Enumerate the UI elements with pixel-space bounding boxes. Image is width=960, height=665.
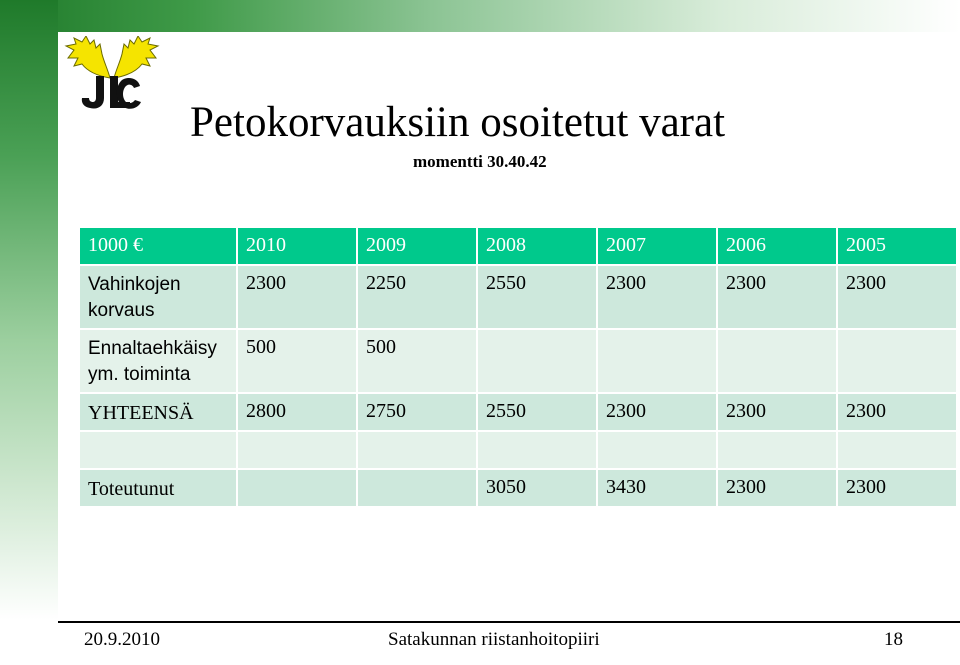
table-cell [598,432,716,468]
table-cell: 2300 [838,470,956,506]
footer-divider [58,621,960,623]
table-row [80,266,956,328]
table-cell [838,432,956,468]
table-cell: 3430 [598,470,716,506]
column-header: 2005 [838,228,956,264]
table-row [80,432,956,468]
column-header: 2007 [598,228,716,264]
table-cell: 2300 [598,266,716,328]
table-cell: 2300 [838,394,956,430]
table-cell: 500 [358,330,476,392]
table-cell [238,470,356,506]
column-header: 2006 [718,228,836,264]
table-cell [478,330,596,392]
table-cell [358,470,476,506]
table-cell: 2300 [718,266,836,328]
table-cell [838,330,956,392]
table-cell: 2750 [358,394,476,430]
row-label: YHTEENSÄ [80,394,236,430]
top-gradient-band [0,0,960,32]
column-header: 2008 [478,228,596,264]
table-cell: 2300 [838,266,956,328]
column-header-unit: 1000 € [80,228,236,264]
page-title: Petokorvauksiin osoitetut varat [190,99,726,146]
table-cell [478,432,596,468]
table-cell [238,432,356,468]
left-gradient-band [0,0,58,620]
table-cell: 500 [238,330,356,392]
table-cell: 2550 [478,266,596,328]
table-row [80,330,956,392]
table-cell [358,432,476,468]
budget-table [78,226,958,508]
table-row [80,470,956,506]
table-cell: 2300 [238,266,356,328]
table-cell [718,432,836,468]
page-subtitle: momentti 30.40.42 [413,152,547,171]
table-cell: 2300 [718,470,836,506]
row-label: Ennaltaehkäisy ym. toiminta [80,330,236,392]
table-cell: 2250 [358,266,476,328]
row-label: Vahinkojen korvaus [80,266,236,328]
table-cell: 2300 [718,394,836,430]
table-row [80,394,956,430]
table-cell: 2300 [598,394,716,430]
table-cell: 2800 [238,394,356,430]
table-cell [598,330,716,392]
column-header: 2009 [358,228,476,264]
row-label: Toteutunut [80,470,236,506]
table-cell: 3050 [478,470,596,506]
jahtipoika-logo-icon [64,36,160,112]
table-cell [718,330,836,392]
table-header-row [80,228,956,264]
footer-organization: Satakunnan riistanhoitopiiri [388,629,600,650]
footer-date: 20.9.2010 [84,629,160,650]
row-label [80,432,236,468]
page-number: 18 [884,629,903,650]
table-cell: 2550 [478,394,596,430]
column-header: 2010 [238,228,356,264]
